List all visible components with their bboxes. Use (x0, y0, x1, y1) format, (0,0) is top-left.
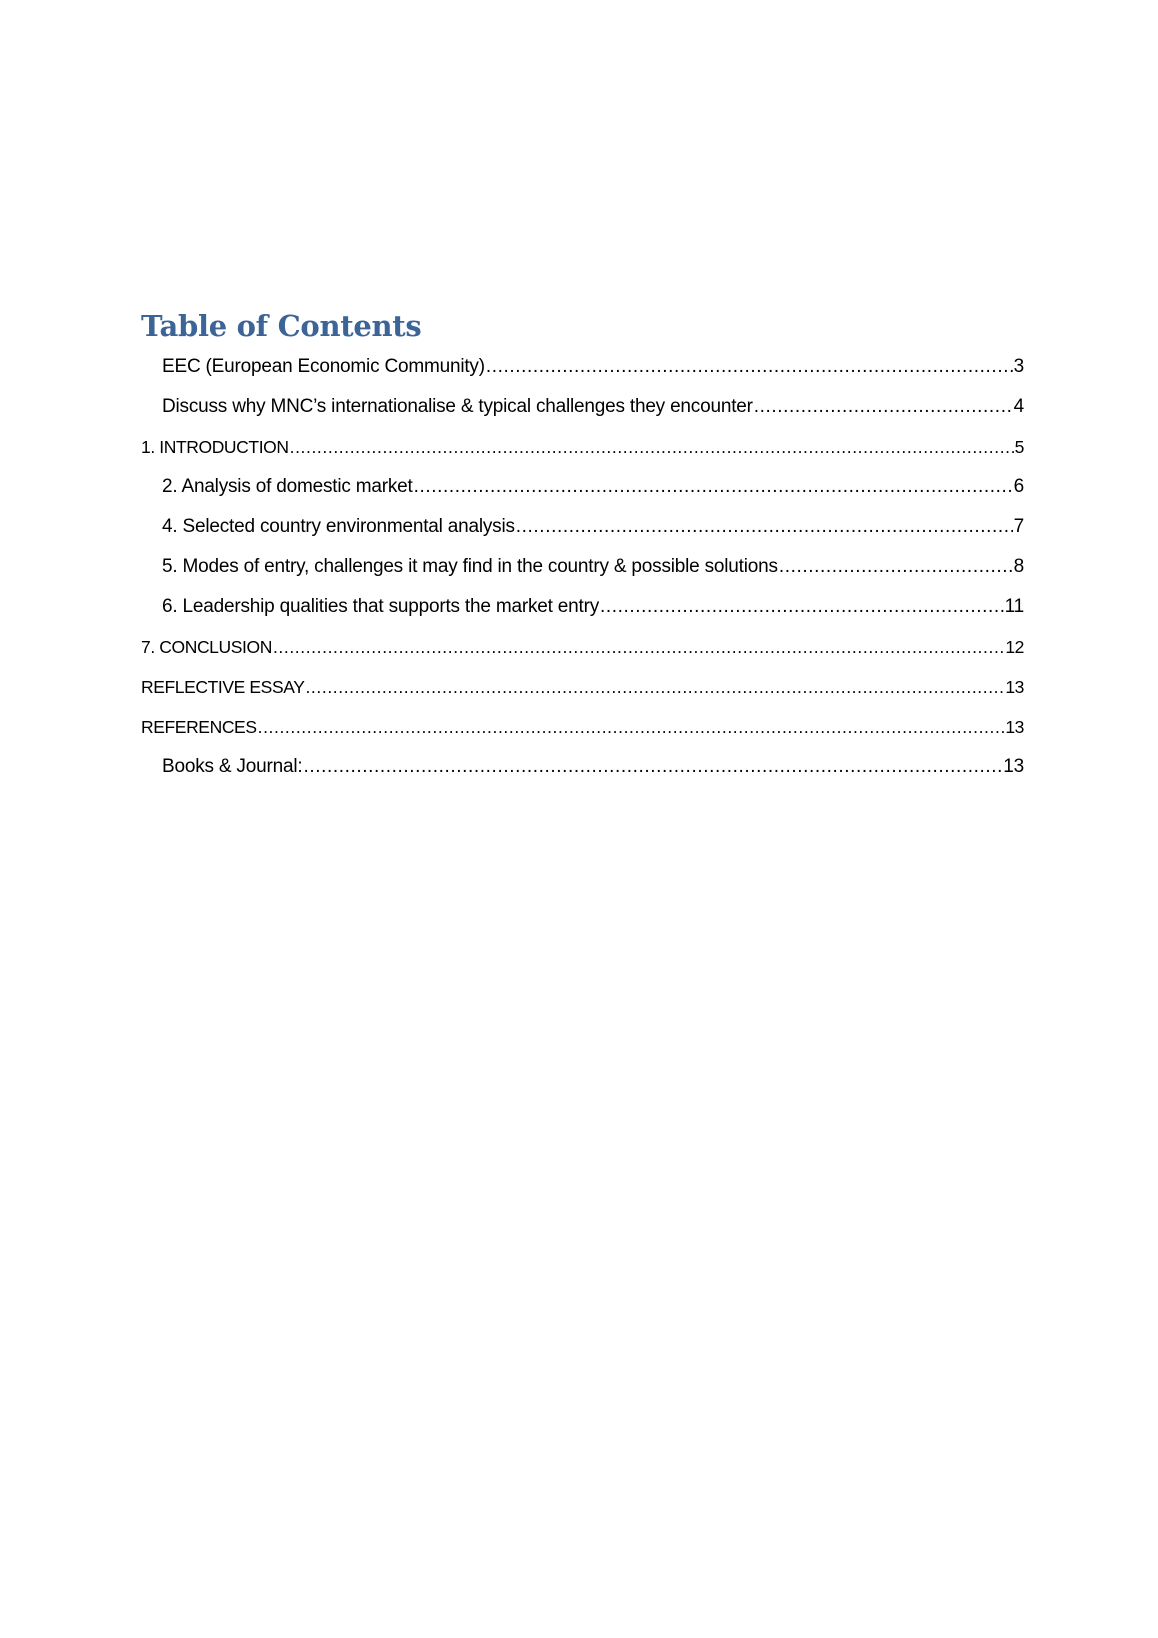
toc-entry-label: Discuss why MNC’s internationalise & typical challenges they encounter (162, 396, 753, 417)
toc-dot-leader (290, 427, 1014, 467)
toc-dot-leader (779, 547, 1013, 587)
toc-entry-label: EEC (European Economic Community) (162, 356, 485, 377)
toc-entry-page-number: 13 (1005, 717, 1024, 737)
toc-entry[interactable] (141, 547, 1024, 587)
toc-entry-page-number: 5 (1014, 437, 1024, 457)
toc-entry[interactable] (141, 707, 1024, 747)
toc-entry-label: REFLECTIVE ESSAY (141, 677, 305, 697)
toc-entry[interactable] (141, 347, 1024, 387)
toc-entry[interactable] (141, 427, 1024, 467)
toc-entry-label: Books & Journal: (162, 756, 303, 777)
toc-dot-leader (305, 667, 1004, 707)
toc-dot-leader (258, 707, 1005, 747)
toc-entry-page-number: 8 (1013, 556, 1024, 577)
toc-entry-page-number: 13 (1003, 756, 1024, 777)
toc-dot-leader (273, 627, 1004, 667)
toc-entry-list (141, 347, 1024, 787)
toc-dot-leader (486, 347, 1013, 387)
toc-entry[interactable] (141, 747, 1024, 787)
toc-entry[interactable] (141, 627, 1024, 667)
toc-title: Table of Contents (141, 309, 422, 343)
toc-entry[interactable] (141, 667, 1024, 707)
toc-entry-label: 1. INTRODUCTION (141, 437, 289, 457)
toc-entry-page-number: 7 (1013, 516, 1024, 537)
toc-entry-page-number: 12 (1005, 637, 1024, 657)
toc-entry[interactable] (141, 467, 1024, 507)
toc-entry[interactable] (141, 507, 1024, 547)
toc-entry-page-number: 11 (1004, 596, 1024, 617)
toc-entry-page-number: 3 (1013, 356, 1024, 377)
toc-entry-label: 4. Selected country environmental analysis (162, 516, 515, 537)
toc-dot-leader (754, 387, 1013, 427)
toc-entry-label: 7. CONCLUSION (141, 637, 272, 657)
toc-entry-page-number: 6 (1013, 476, 1024, 497)
toc-dot-leader (516, 507, 1013, 547)
toc-entry[interactable] (141, 587, 1024, 627)
table-of-contents (141, 306, 1024, 787)
toc-entry-label: 5. Modes of entry, challenges it may find in the country & possible solutions (162, 556, 778, 577)
toc-dot-leader (303, 747, 1002, 787)
toc-entry[interactable] (141, 387, 1024, 427)
toc-entry-page-number: 13 (1005, 677, 1024, 697)
toc-entry-label: 2. Analysis of domestic market (162, 476, 413, 497)
toc-entry-page-number: 4 (1013, 396, 1024, 417)
toc-entry-label: REFERENCES (141, 717, 257, 737)
toc-entry-label: 6. Leadership qualities that supports the market entry (162, 596, 600, 617)
toc-dot-leader (600, 587, 1004, 627)
toc-dot-leader (414, 467, 1013, 507)
